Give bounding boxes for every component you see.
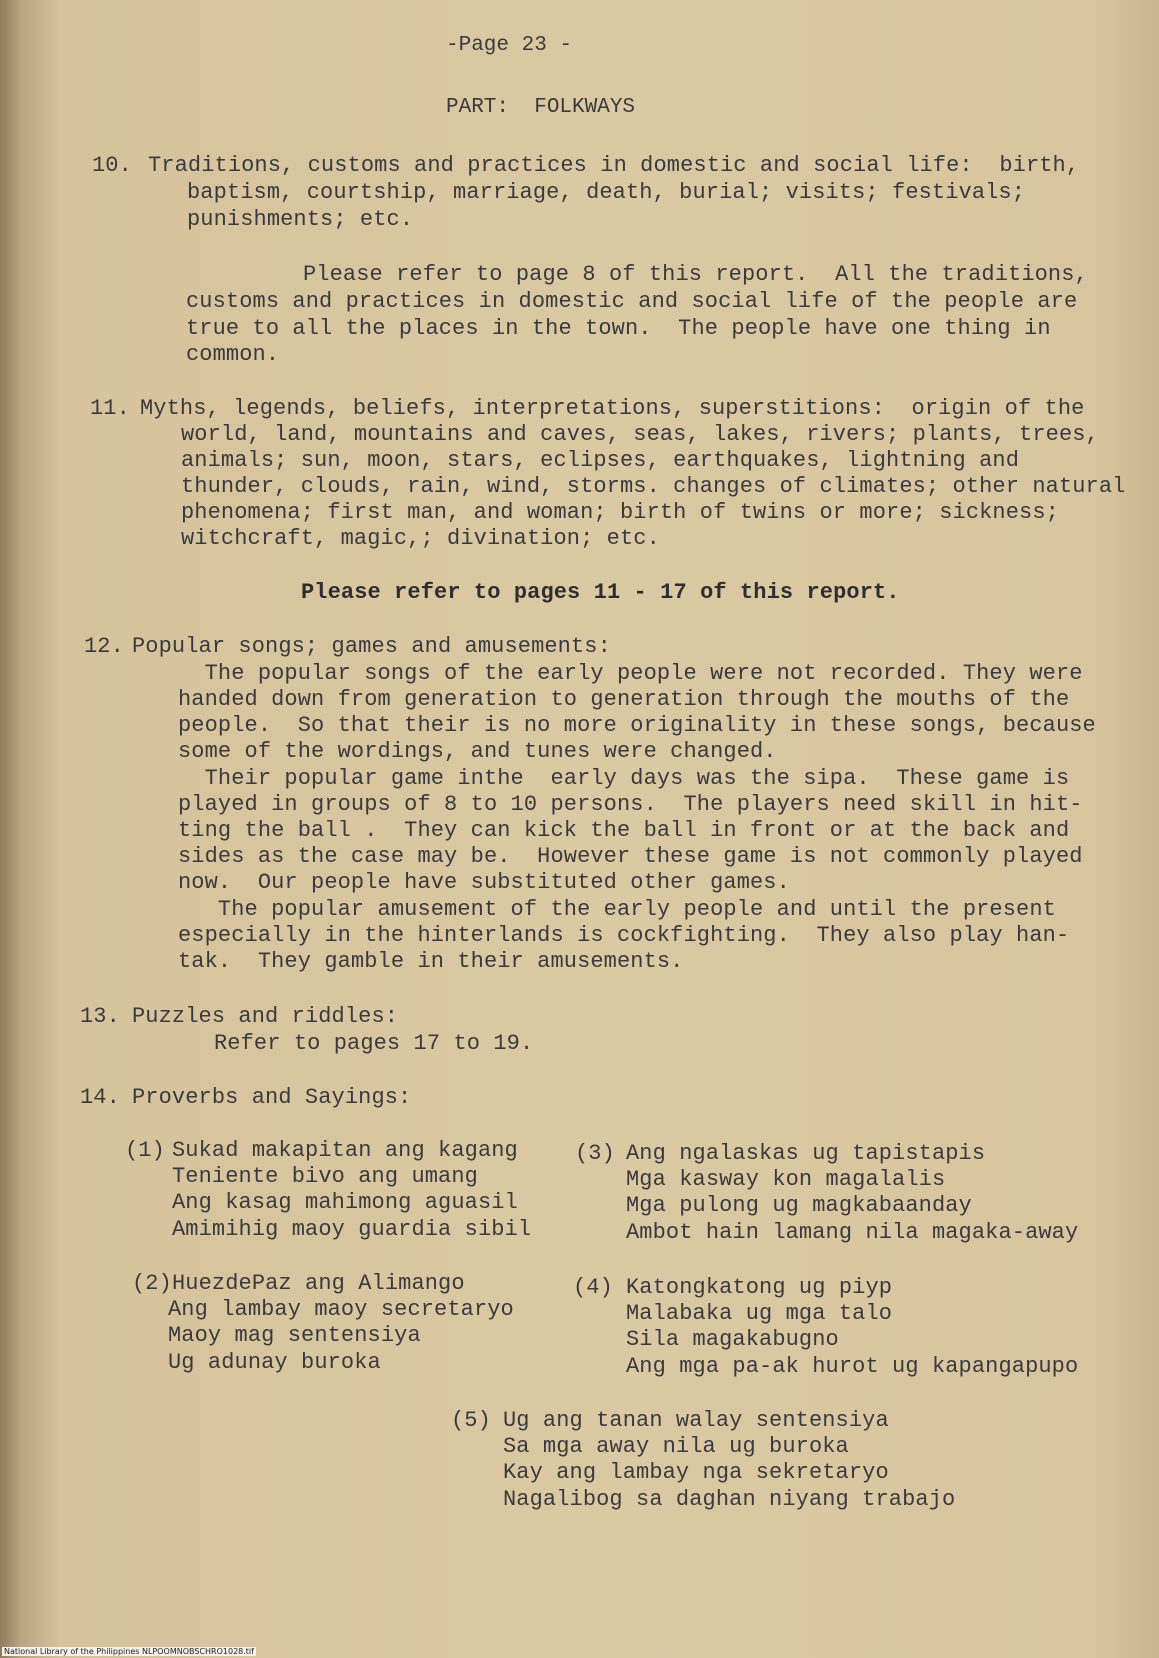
section-body-line: tak. They gamble in their amusements. (178, 949, 684, 974)
section-heading-line: baptism, courtship, marriage, death, burial; visits; festivals; (187, 180, 1026, 205)
proverb-number: (1) (125, 1138, 165, 1163)
proverb-line: Ambot hain lamang nila magaka-away (626, 1220, 1079, 1245)
section-body-line: Please refer to pages 11 - 17 of this report. (301, 580, 900, 605)
proverb-line: Kay ang lambay nga sekretaryo (503, 1460, 889, 1485)
proverb-line: Nagalibog sa daghan niyang trabajo (503, 1487, 956, 1512)
section-body-line: ting the ball . They can kick the ball in front or at the back and (178, 818, 1070, 843)
part-title: PART: FOLKWAYS (446, 96, 636, 119)
section-body-line: people. So that their is no more originality in these songs, because (178, 713, 1096, 738)
section-body-line: sides as the case may be. However these game is not commonly played (178, 844, 1083, 869)
section-heading-line: world, land, mountains and caves, seas, lakes, rivers; plants, trees, (181, 422, 1099, 447)
section-body-line: Their popular game inthe early days was the sipa. These game is (178, 766, 1070, 791)
section-number: 12. (84, 634, 124, 659)
proverb-number: (2) (132, 1271, 172, 1296)
section-heading-line: witchcraft, magic,; divination; etc. (181, 526, 660, 551)
proverb-line: Ug adunay buroka (168, 1350, 381, 1375)
proverb-line: Ang lambay maoy secretaryo (168, 1297, 514, 1322)
section-heading-line: phenomena; first man, and woman; birth of twins or more; sickness; (181, 500, 1059, 525)
page-number: -Page 23 - (446, 34, 573, 57)
proverb-line: Ang kasag mahimong aguasil (172, 1190, 518, 1215)
proverb-number: (5) (451, 1408, 491, 1433)
section-number: 14. (80, 1085, 120, 1110)
proverb-line: Ang ngalaskas ug tapistapis (626, 1141, 986, 1166)
proverb-line: Ug ang tanan walay sentensiya (503, 1408, 889, 1433)
proverb-line: Maoy mag sentensiya (168, 1323, 421, 1348)
section-number: 10. (92, 153, 132, 178)
section-body-line: especially in the hinterlands is cockfighting. They also play han- (178, 923, 1070, 948)
section-heading-line: Traditions, customs and practices in domestic and social life: birth, (148, 153, 1080, 178)
section-body-line: The popular amusement of the early people and until the present (178, 897, 1056, 922)
proverb-line: Sa mga away nila ug buroka (503, 1434, 849, 1459)
section-body-line: now. Our people have substituted other games. (178, 870, 790, 895)
section-heading-line: Puzzles and riddles: (132, 1004, 399, 1029)
proverb-number: (4) (573, 1275, 613, 1300)
section-heading-line: thunder, clouds, rain, wind, storms. changes of climates; other natural (181, 474, 1126, 499)
proverb-line: Mga kasway kon magalalis (626, 1167, 946, 1192)
section-body-line: common. (186, 342, 280, 367)
scan-footer: National Library of the Philippines NLPOOMNOBSCHRO1028.tif (4, 1647, 254, 1656)
section-heading-line: animals; sun, moon, stars, eclipses, earthquakes, lightning and (181, 448, 1020, 473)
section-heading-line: Popular songs; games and amusements: (132, 634, 611, 659)
proverb-line: Katongkatong ug piyp (626, 1275, 893, 1300)
proverb-line: Ang mga pa-ak hurot ug kapangapupo (626, 1354, 1079, 1379)
section-number: 13. (80, 1004, 120, 1029)
proverb-line: Sila magakabugno (626, 1327, 839, 1352)
proverb-line: Malabaka ug mga talo (626, 1301, 893, 1326)
section-body-line: The popular songs of the early people were not recorded. They were (178, 661, 1083, 686)
section-heading-line: punishments; etc. (187, 207, 414, 232)
section-body-line: played in groups of 8 to 10 persons. The players need skill in hit- (178, 792, 1083, 817)
section-body-line: Refer to pages 17 to 19. (214, 1031, 534, 1056)
proverb-line: Teniente bivo ang umang (172, 1164, 478, 1189)
section-body-line: handed down from generation to generation through the mouths of the (178, 687, 1070, 712)
section-heading-line: Myths, legends, beliefs, interpretations, superstitions: origin of the (140, 396, 1085, 421)
section-heading-line: Proverbs and Sayings: (132, 1085, 412, 1110)
proverb-line: Mga pulong ug magkabaanday (626, 1193, 972, 1218)
section-body-line: customs and practices in domestic and social life of the people are (186, 289, 1078, 314)
section-body-line: Please refer to page 8 of this report. All the traditions, (303, 262, 1088, 287)
section-body-line: some of the wordings, and tunes were changed. (178, 739, 777, 764)
proverb-line: HuezdePaz ang Alimango (172, 1271, 465, 1296)
proverb-number: (3) (575, 1141, 615, 1166)
proverb-line: Amimihig maoy guardia sibil (172, 1217, 532, 1242)
section-number: 11. (90, 396, 130, 421)
proverb-line: Sukad makapitan ang kagang (172, 1138, 518, 1163)
section-body-line: true to all the places in the town. The people have one thing in (186, 316, 1051, 341)
